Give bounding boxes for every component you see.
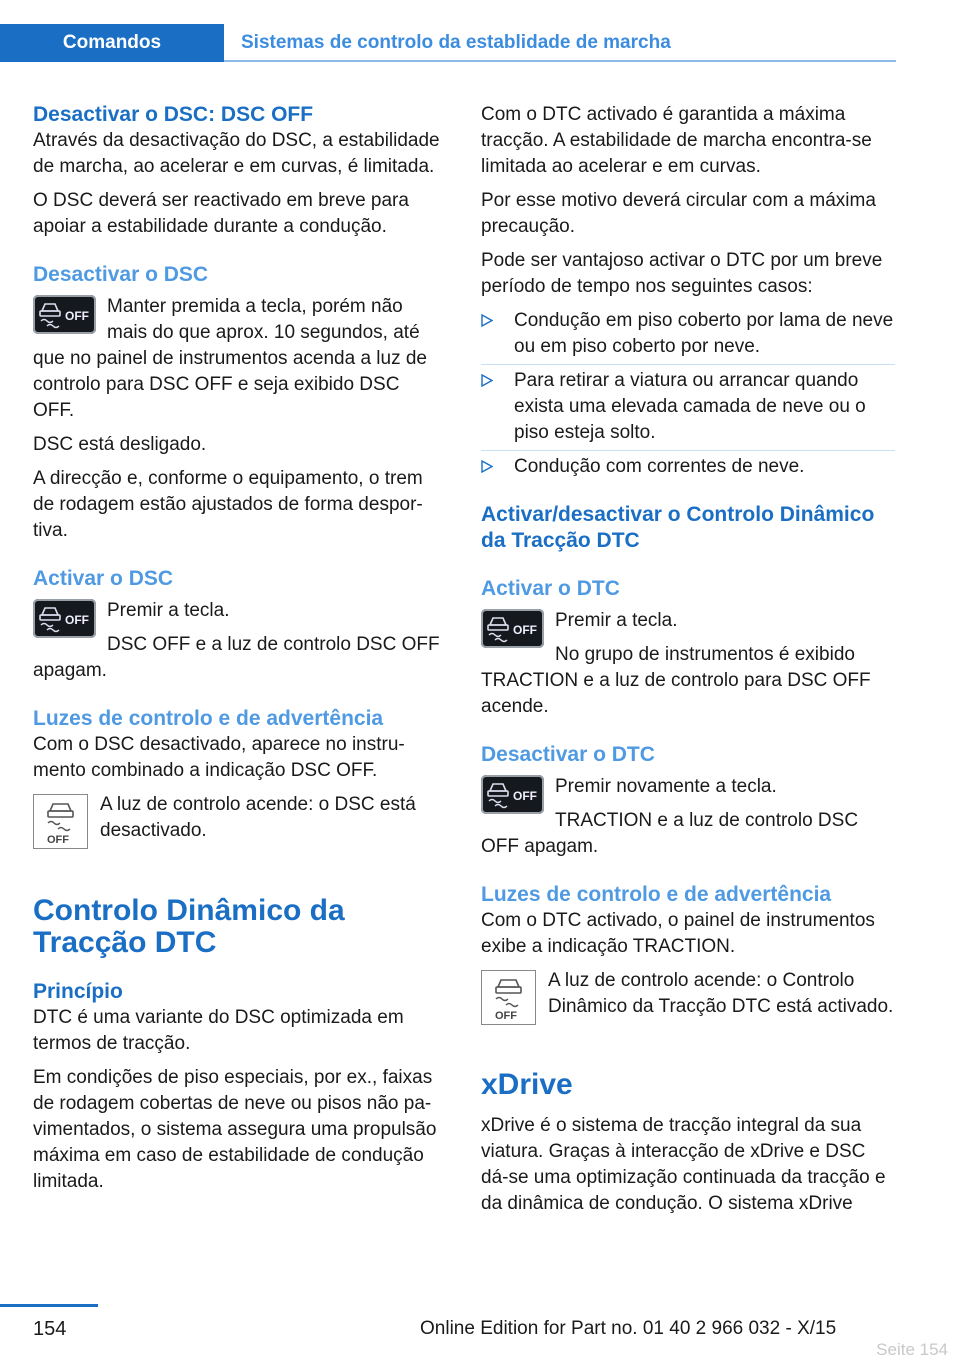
dsc-off-indicator-icon [481, 970, 536, 1025]
header-rule [224, 60, 896, 62]
list-item: Condução em piso coberto por lama de neve ou em piso coberto por neve. [481, 308, 895, 360]
triangle-bullet-icon [481, 314, 493, 327]
heading-dtc: Controlo Dinâmico da Tracção DTC [33, 894, 345, 959]
page-number: 154 [33, 1318, 67, 1340]
paragraph: A luz de controlo acende: o DSC está desactivado. [100, 794, 416, 841]
dsc-off-button-icon [33, 295, 96, 334]
paragraph: Premir novamente a tecla. [555, 776, 777, 797]
paragraph: Pode ser vantajoso activar o DTC por um breve período de tempo nos seguintes casos: [481, 250, 883, 297]
page-header [0, 0, 960, 62]
heading-xdrive: xDrive [481, 1068, 573, 1101]
svg-text:OFF: OFF [47, 834, 69, 846]
triangle-bullet-icon [481, 460, 493, 473]
chapter-tab[interactable]: Comandos [0, 24, 224, 62]
paragraph: A luz de controlo acende: o Controlo Dinâmico da Tracção DTC está activado. [548, 970, 894, 1017]
paragraph: DSC OFF e a luz de controlo DSC OFF apagam. [33, 634, 440, 681]
paragraph: Por esse motivo deverá circular com a máxima precaução. [481, 190, 876, 237]
left-column [33, 102, 445, 1203]
heading-luzes: Luzes de controlo e de advertência [33, 707, 384, 730]
paragraph: No grupo de instrumentos é exibido TRACTION e a luz de controlo para DSC OFF acende. [481, 644, 871, 717]
dsc-off-indicator-icon [33, 794, 88, 849]
paragraph: xDrive é o sistema de tracção integral da sua viatura. Graças à interacção de xDrive e DSC dá-se uma optimização continuada da tracção e da dinâmica de condução. O sistema xDrive [481, 1115, 886, 1214]
svg-text:OFF: OFF [513, 789, 537, 803]
svg-text:OFF: OFF [65, 613, 89, 627]
paragraph: Premir a tecla. [555, 610, 678, 631]
paragraph: Premir a tecla. [107, 600, 230, 621]
heading-luzes-dtc: Luzes de controlo e de advertência [481, 883, 832, 906]
list-item: Condução com correntes de neve. [481, 454, 895, 480]
list-item: Para retirar a viatura ou arrancar quando exista uma elevada camada de neve ou o piso esteja solto. [481, 368, 895, 446]
section-title: Sistemas de controlo da establidade de marcha [241, 32, 671, 53]
heading-activar-desactivar-dtc: Activar/desactivar o Controlo Dinâmico da Tracção DTC [481, 503, 875, 552]
heading-activar-dtc: Activar o DTC [481, 577, 620, 600]
paragraph: Com o DTC activado é garantida a máxima tracção. A estabilidade de marcha encontra-se limitada ao acelerar e em curvas. [481, 104, 872, 177]
triangle-bullet-icon [481, 374, 493, 387]
paragraph: DTC é uma variante do DSC optimizada em termos de tracção. [33, 1007, 404, 1054]
paragraph: Com o DSC desactivado, aparece no instrumento combinado a indicação DSC OFF. [33, 734, 405, 781]
dsc-off-button-icon [33, 599, 96, 638]
watermark: Seite 154 [876, 1340, 948, 1359]
edition-line: Online Edition for Part no. 01 40 2 966 032 - X/15 [420, 1318, 837, 1339]
svg-text:OFF: OFF [65, 309, 89, 323]
heading-desactivar-dtc: Desactivar o DTC [481, 743, 655, 766]
bullet-list [481, 308, 895, 480]
dsc-off-button-icon [481, 775, 544, 814]
footer-rule [0, 1304, 98, 1307]
paragraph: O DSC deverá ser reactivado em breve para apoiar a estabilidade durante a condução. [33, 190, 409, 237]
paragraph: Manter premida a tecla, porém não mais do que aprox. 10 segundos, até que no painel de instrumentos acenda a luz de controlo para DSC OFF e seja exibido DSC OFF. [33, 296, 427, 421]
paragraph: Em condições de piso especiais, por ex., faixas de rodagem cobertas de neve ou pisos não pavimentados, o sistema assegura uma propulsão máxima em caso de estabilidade de condução limitada. [33, 1067, 437, 1192]
paragraph: TRACTION e a luz de controlo DSC OFF apagam. [481, 810, 859, 857]
paragraph: Através da desactivação do DSC, a estabilidade de marcha, ao acelerar e em curvas, é limitada. [33, 130, 440, 177]
dsc-off-button-icon [481, 609, 544, 648]
right-column [481, 102, 895, 1225]
heading-activar-dsc: Activar o DSC [33, 567, 174, 590]
paragraph: DSC está desligado. [33, 434, 207, 455]
heading-desactivar-dsc: Desactivar o DSC [33, 263, 209, 286]
svg-text:OFF: OFF [513, 623, 537, 637]
heading-principio: Princípio [33, 980, 123, 1003]
heading-dsc-off: Desactivar o DSC: DSC OFF [33, 103, 314, 126]
paragraph: Com o DTC activado, o painel de instrumentos exibe a indicação TRACTION. [481, 910, 875, 957]
svg-text:OFF: OFF [495, 1010, 517, 1022]
paragraph: A direcção e, conforme o equipamento, o trem de rodagem estão ajustados de forma desportiva. [33, 468, 423, 541]
